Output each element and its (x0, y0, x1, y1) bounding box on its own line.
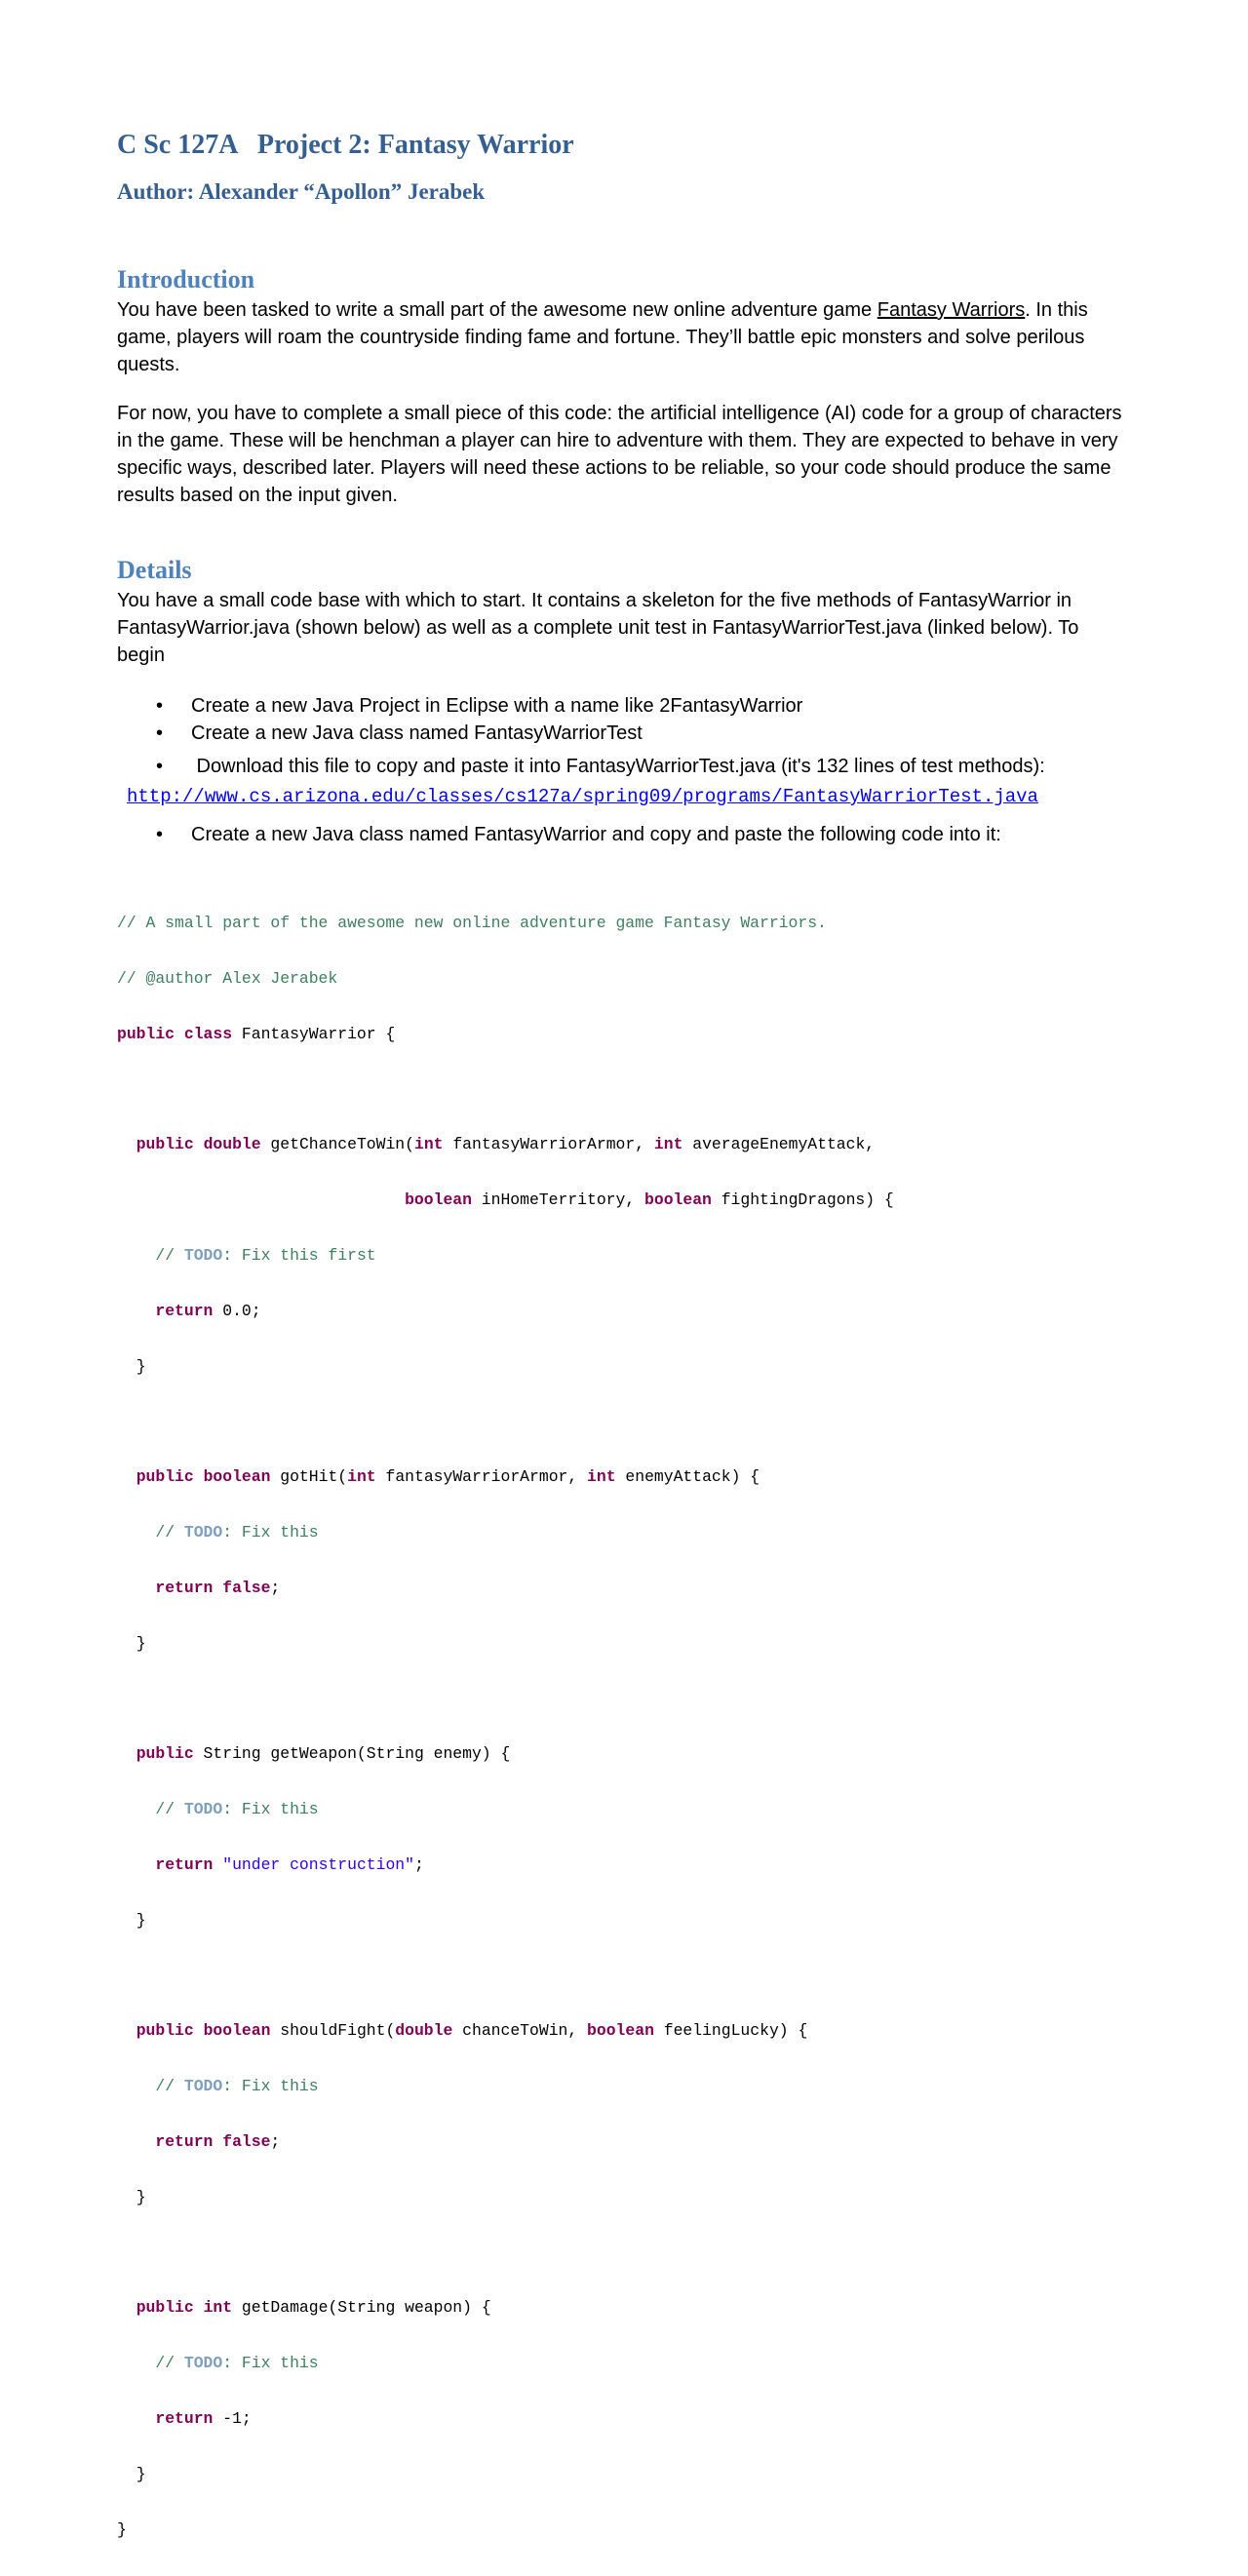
bullet-icon: • (156, 722, 164, 744)
list-item: • Create a new Java class named FantasyWarriorTest (156, 720, 643, 747)
introduction-heading: Introduction (117, 265, 255, 293)
details-heading: Details (117, 556, 192, 584)
code-listing: // A small part of the awesome new online adventure game Fantasy Warriors. // @author Alex Jerabek public class FantasyWarrior { public double getChanceToWin(int fantasyWarriorArmor, int averageEnemyAttack, boolean inHomeTerritory, boolean fightingDragons) { // TODO: Fix this first return 0.0; } public boolean gotHit(int fantasyWarriorArmor, int enemyAttack) { // TODO: Fix this return false; } public String getWeapon(String enemy) { // TODO: Fix this return "under construction"; } public boolean shouldFight(double chanceToWin, boolean feelingLucky) { // TODO: Fix this return false; } public int getDamage(String weapon) { // TODO: Fix this return -1; } } (117, 914, 894, 2539)
list-item: • Download this file to copy and paste it into FantasyWarriorTest.java (it's 132 lines of test methods): (156, 753, 1045, 780)
code-class-declaration: public class FantasyWarrior { (117, 1025, 396, 1043)
code-comment: // @author Alex Jerabek (117, 969, 338, 988)
game-title: Fantasy Warriors (877, 299, 1026, 321)
bullet-icon: • (156, 756, 164, 777)
code-method-get-weapon: public String getWeapon(String enemy) { (136, 1744, 511, 1763)
code-method-should-fight: public boolean shouldFight(double chanceToWin, boolean feelingLucky) { (136, 2021, 808, 2040)
introduction-paragraph-1: You have been tasked to write a small part of the awesome new online adventure game Fantasy Warriors. In this game, players will roam the countryside finding fame and fortune. They’ll battle epic monsters and solve perilous quests. (117, 299, 1088, 375)
bullet-icon: • (156, 824, 164, 845)
list-item: • Create a new Java class named FantasyWarrior and copy and paste the following code into it: (156, 821, 1001, 848)
document-author: Author: Alexander “Apollon” Jerabek (117, 179, 486, 204)
bullet-icon: • (156, 695, 164, 717)
document-title: C Sc 127A Project 2: Fantasy Warrior (117, 130, 574, 160)
code-method-get-damage: public int getDamage(String weapon) { (136, 2298, 491, 2317)
code-comment: // A small part of the awesome new online adventure game Fantasy Warriors. (117, 914, 827, 932)
introduction-paragraph-2: For now, you have to complete a small piece of this code: the artificial intelligence (AI) code for a group of characters in the game. These will be henchman a player can hire to adventure with them. They are expected to behave in very specific ways, described later. Players will need these actions to be reliable, so your code should produce the same results based on the input given. (117, 403, 1122, 506)
details-paragraph: You have a small code base with which to start. It contains a skeleton for the five methods of FantasyWarrior in FantasyWarrior.java (shown below) as well as a complete unit test in FantasyWarriorTest.java (linked below). To begin (117, 590, 1079, 666)
code-method-got-hit: public boolean gotHit(int fantasyWarriorArmor, int enemyAttack) { (136, 1467, 760, 1486)
test-file-link[interactable]: http://www.cs.arizona.edu/classes/cs127a/spring09/programs/FantasyWarriorTest.java (127, 786, 1038, 807)
list-item: • Create a new Java Project in Eclipse with a name like 2FantasyWarrior (156, 692, 802, 720)
code-method-get-chance-to-win: public double getChanceToWin(int fantasyWarriorArmor, int averageEnemyAttack, (136, 1135, 876, 1153)
